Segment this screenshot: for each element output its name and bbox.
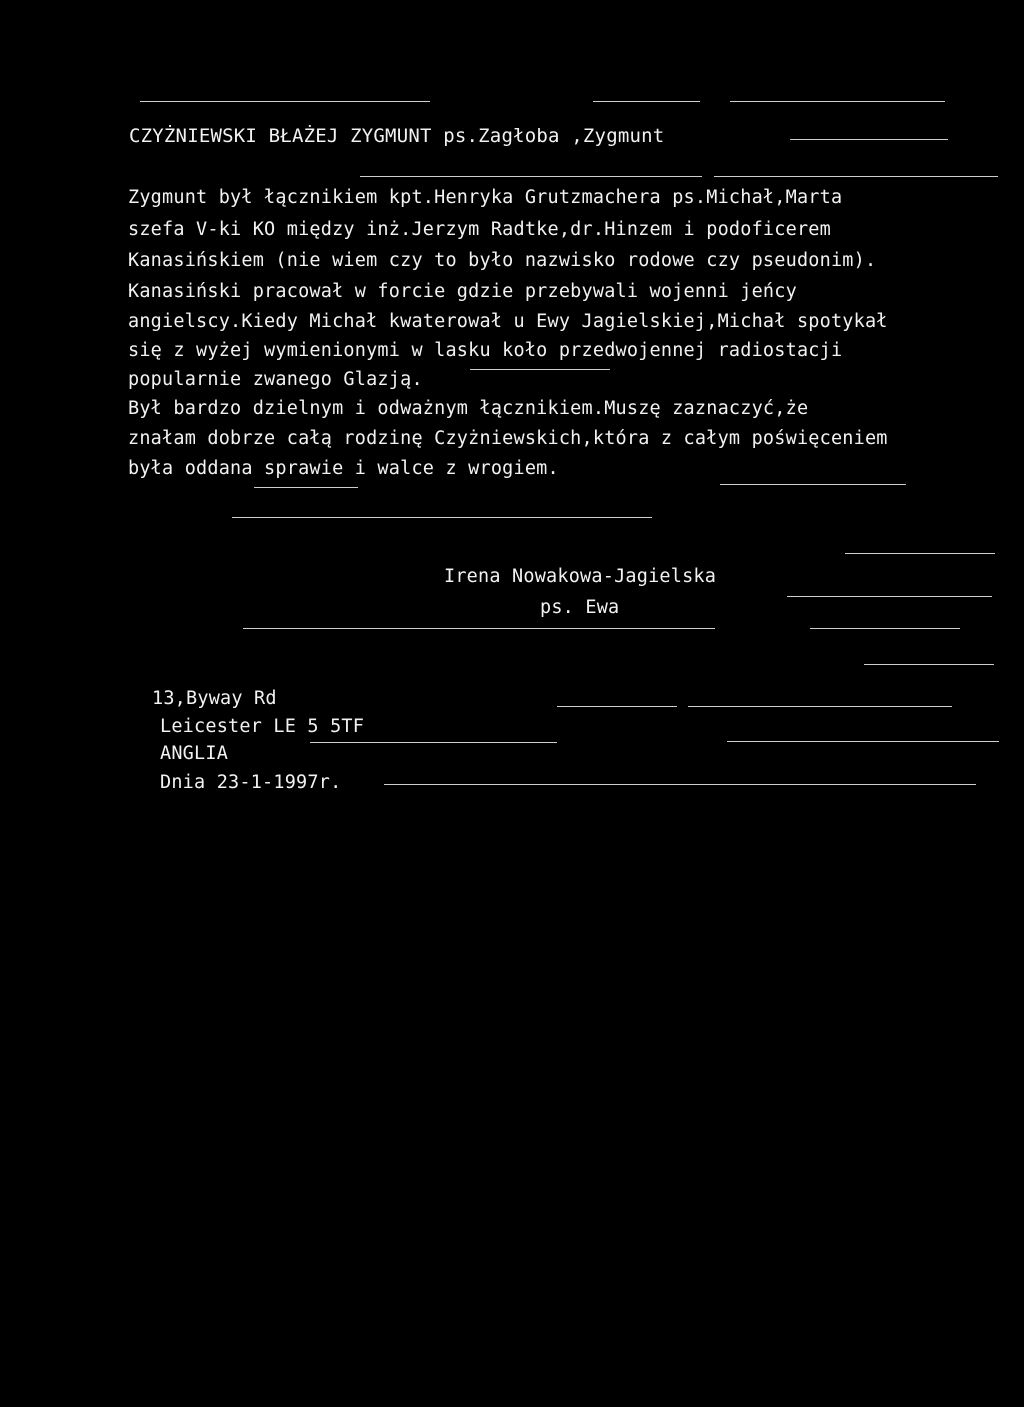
body-line-9: znałam dobrze całą rodzinę Czyżniewskich,która z całym poświęceniem <box>128 428 888 449</box>
body-line-1: Zygmunt był łącznikiem kpt.Henryka Grutzmachera ps.Michał,Marta <box>128 187 843 208</box>
rule-after-line-10 <box>720 484 906 485</box>
rule-sig-under-1 <box>243 628 715 629</box>
address-line-2: Leicester LE 5 5TF <box>160 716 365 737</box>
body-line-7: popularnie zwanego Glazją. <box>128 369 423 390</box>
address-line-3: ANGLIA <box>160 743 229 764</box>
rule-addr-2 <box>727 741 999 742</box>
rule-sig-right-3 <box>864 664 994 665</box>
rule-top-2 <box>593 101 700 102</box>
body-line-4: Kanasiński pracował w forcie gdzie przebywali wojenni jeńcy <box>128 281 797 302</box>
rule-body-top-2 <box>714 176 998 177</box>
rule-top-3 <box>730 101 945 102</box>
body-line-6: się z wyżej wymienionymi w lasku koło przedwojennej radiostacji <box>128 340 843 361</box>
address-line-1: 13,Byway Rd <box>152 688 277 709</box>
rule-addr-date <box>384 784 976 785</box>
body-line-5: angielscy.Kiedy Michał kwaterował u Ewy Jagielskiej,Michał spotykał <box>128 311 888 332</box>
rule-top-1 <box>140 101 430 102</box>
rule-after-line-7 <box>470 369 610 370</box>
body-line-10: była oddana sprawie i walce z wrogiem. <box>128 458 559 479</box>
rule-addr-1a <box>557 706 677 707</box>
rule-addr-1b <box>688 706 952 707</box>
body-line-3: Kanasińskiem (nie wiem czy to było nazwisko rodowe czy pseudonim). <box>128 250 877 271</box>
rule-sig-right-1 <box>845 553 995 554</box>
document-heading: CZYŻNIEWSKI BŁAŻEJ ZYGMUNT ps.Zagłoba ,Zygmunt <box>129 125 665 147</box>
rule-sig-right-2 <box>787 596 992 597</box>
rule-body-top-1 <box>360 176 702 177</box>
body-line-8: Był bardzo dzielnym i odważnym łącznikiem.Muszę zaznaczyć,że <box>128 398 809 419</box>
rule-underline-sprawie <box>254 487 358 488</box>
address-date: Dnia 23-1-1997r. <box>160 772 342 793</box>
rule-heading-right <box>790 139 948 140</box>
rule-sig-under-2 <box>810 628 960 629</box>
signature-name: Irena Nowakowa-Jagielska <box>444 566 717 587</box>
rule-separator <box>232 517 652 518</box>
signature-pseudonym: ps. Ewa <box>540 597 620 618</box>
rule-addr-3 <box>310 742 557 743</box>
body-line-2: szefa V-ki KO między inż.Jerzym Radtke,dr.Hinzem i podoficerem <box>128 219 831 240</box>
